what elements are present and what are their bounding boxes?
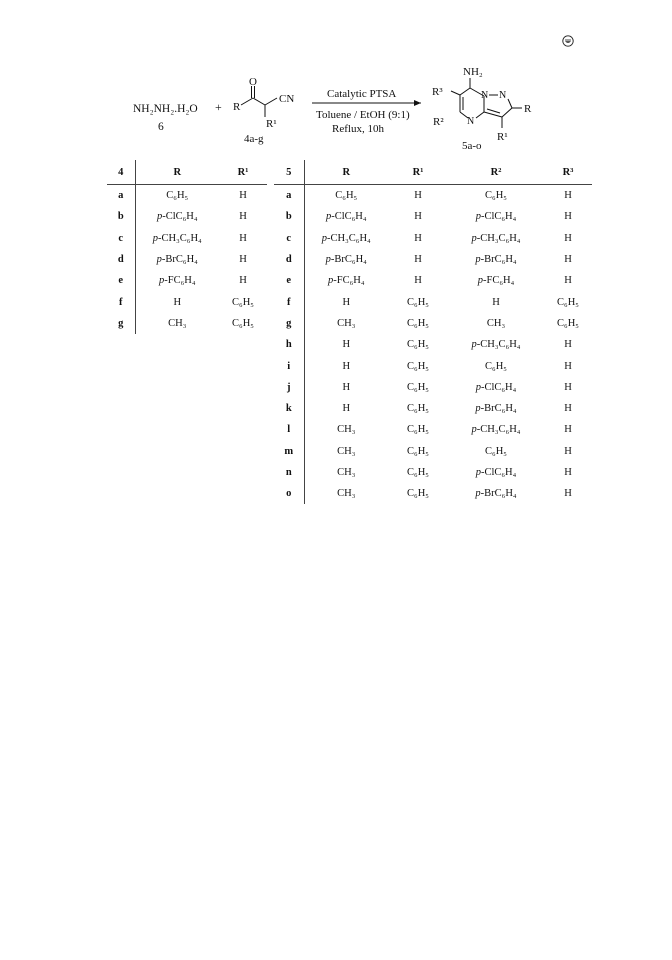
- table-cell: C₆H₅: [407, 467, 429, 478]
- table-row: [274, 419, 592, 440]
- reaction-arrowhead: [414, 100, 421, 106]
- table-row: [274, 441, 592, 462]
- table-cell: p-CH₃C₆H₄: [152, 232, 202, 244]
- table-row: [274, 334, 592, 355]
- table-cell: p-BrC₆H₄: [156, 254, 198, 266]
- reagent-hydrazine-number: 6: [158, 121, 164, 133]
- table-cell: p-ClC₆H₄: [325, 211, 367, 223]
- table-cell: C₆H₅: [407, 424, 429, 436]
- table-cell: p-BrC₆H₄: [325, 254, 367, 266]
- table-cell: CH₃: [337, 488, 356, 500]
- table-cell: C₆H₅: [407, 339, 429, 351]
- compound-id-cell: f: [274, 291, 304, 312]
- table-cell: H: [342, 403, 351, 415]
- compound-id-cell: j: [274, 377, 304, 398]
- ketonitrile-structure: [241, 86, 277, 117]
- table-cell: p-CH₃C₆H₄: [321, 232, 371, 244]
- table-cell: C₆H₅: [485, 360, 507, 372]
- table-row: [274, 462, 592, 483]
- table-row: [107, 313, 267, 334]
- ketone-oxygen: O: [249, 76, 257, 88]
- table-cell: p-ClC₆H₄: [156, 211, 198, 223]
- table-cell: CH₃: [337, 467, 356, 478]
- table-cell: H: [492, 296, 500, 308]
- table-cell: H: [564, 488, 572, 500]
- table-cell: H: [239, 211, 247, 223]
- product-label: 5a-o: [462, 140, 482, 152]
- table-cell: C₆H₅: [407, 381, 429, 393]
- table-row: [274, 206, 592, 227]
- table-cell: p-CH₃C₆H₄: [471, 424, 521, 436]
- header-compound-4: 4: [107, 160, 135, 185]
- table-cell: CH₃: [486, 317, 506, 329]
- header-r3: R³: [562, 166, 574, 178]
- table-cell: p-FC₆H₄: [328, 275, 365, 287]
- product-structure: [451, 78, 522, 128]
- table-cell: p-ClC₆H₄: [475, 211, 517, 223]
- compound-id-cell: e: [107, 270, 135, 291]
- table-cell: H: [173, 296, 182, 308]
- product-table-body: [274, 185, 592, 505]
- table-cell: H: [564, 254, 572, 266]
- header-r2: R²: [490, 166, 502, 178]
- table-cell: p-FC₆H₄: [159, 275, 196, 287]
- condition-solvent: Toluene / EtOH (9:1): [316, 109, 410, 121]
- compound-id-cell: d: [107, 249, 135, 270]
- table-cell: H: [564, 360, 572, 372]
- table-row: [274, 377, 592, 398]
- table-cell: C₆H₅: [407, 317, 429, 329]
- condition-temperature: Reflux, 10h: [332, 123, 384, 135]
- product-r-group: R: [524, 103, 532, 115]
- compound-id-cell: a: [274, 185, 304, 207]
- table-row: [107, 291, 267, 312]
- compound-id-cell: n: [274, 462, 304, 483]
- table-cell: H: [239, 190, 247, 202]
- table-cell: C₆H₅: [166, 190, 189, 202]
- table-cell: p-FC₆H₄: [477, 275, 515, 287]
- table-cell: H: [414, 275, 422, 287]
- table-cell: H: [239, 232, 247, 244]
- table-cell: H: [414, 254, 422, 266]
- compound-id-cell: e: [274, 270, 304, 291]
- compound-id-cell: k: [274, 398, 304, 419]
- table-row: [107, 185, 267, 207]
- table-cell: H: [414, 211, 422, 223]
- table-cell: H: [342, 296, 351, 308]
- table-row: [274, 398, 592, 419]
- table-cell: C₆H₅: [407, 488, 429, 500]
- table-cell: C₆H₅: [557, 317, 579, 329]
- ketone-r1-group: R¹: [266, 118, 277, 130]
- compound-id-cell: c: [107, 228, 135, 249]
- table-cell: H: [564, 190, 572, 202]
- table-cell: p-BrC₆H₄: [475, 403, 517, 415]
- table-cell: CH₃: [337, 445, 356, 457]
- table-row: [107, 228, 267, 249]
- product-table: [274, 160, 592, 504]
- product-r3-group: R³: [432, 86, 443, 98]
- table-cell: H: [564, 381, 572, 393]
- table-row: [274, 228, 592, 249]
- table-cell: H: [564, 232, 572, 244]
- table-cell: p-CH₃C₆H₄: [471, 339, 521, 351]
- table-cell: C₆H₅: [407, 360, 429, 372]
- table-row: [274, 270, 592, 291]
- table-cell: C₆H₅: [557, 296, 579, 308]
- reagent-hydrazine: NH₂NH₂.H₂O: [133, 103, 198, 115]
- header-r1: R¹: [237, 166, 249, 178]
- compound-id-cell: f: [107, 291, 135, 312]
- compound-id-cell: a: [107, 185, 135, 207]
- condition-catalyst: Catalytic PTSA: [327, 88, 397, 100]
- table-cell: H: [239, 275, 247, 287]
- product-n-pyrimidine: N: [467, 116, 475, 127]
- compound-id-cell: m: [274, 441, 304, 462]
- compound-id-cell: c: [274, 228, 304, 249]
- header-r: R: [342, 166, 351, 178]
- table-cell: p-ClC₆H₄: [475, 381, 517, 393]
- table-cell: H: [564, 445, 572, 457]
- table-cell: p-BrC₆H₄: [475, 488, 517, 500]
- table-cell: H: [564, 424, 572, 436]
- ketone-nitrile: CN: [279, 93, 295, 105]
- product-r2-group: R²: [433, 116, 444, 128]
- table-cell: C₆H₅: [485, 190, 507, 202]
- reaction-scheme: [0, 0, 672, 160]
- table-row: [274, 483, 592, 504]
- header-compound-5: 5: [274, 160, 304, 185]
- table-cell: C₆H₅: [485, 445, 507, 457]
- table-cell: CH₃: [337, 317, 356, 329]
- substrate-table-header: [107, 160, 267, 185]
- table-cell: C₆H₅: [335, 190, 358, 202]
- table-cell: CH₃: [337, 424, 356, 436]
- table-row: [274, 355, 592, 376]
- compound-id-cell: o: [274, 483, 304, 504]
- compound-id-cell: i: [274, 355, 304, 376]
- table-row: [274, 249, 592, 270]
- plus-sign: +: [215, 100, 222, 114]
- ketone-label: 4a-g: [244, 133, 264, 145]
- product-n-bridge: N: [481, 90, 489, 101]
- table-cell: H: [342, 360, 351, 372]
- product-amino-group: NH₂: [463, 66, 483, 78]
- table-cell: H: [564, 275, 572, 287]
- table-cell: C₆H₅: [407, 296, 429, 308]
- table-cell: H: [564, 211, 572, 223]
- product-n-pyrazole: N: [499, 90, 507, 101]
- compound-id-cell: d: [274, 249, 304, 270]
- substrate-table: [107, 160, 267, 334]
- table-cell: H: [564, 467, 572, 478]
- table-cell: C₆H₅: [232, 317, 254, 329]
- ketone-r-group: R: [233, 101, 241, 113]
- table-cell: p-ClC₆H₄: [475, 467, 517, 478]
- table-row: [274, 185, 592, 207]
- compound-id-cell: b: [274, 206, 304, 227]
- table-cell: C₆H₅: [407, 445, 429, 457]
- product-r1-group: R¹: [497, 131, 508, 143]
- compound-id-cell: g: [274, 313, 304, 334]
- table-cell: H: [414, 190, 422, 202]
- table-cell: H: [239, 254, 247, 266]
- table-row: [274, 291, 592, 312]
- table-row: [274, 313, 592, 334]
- compound-id-cell: h: [274, 334, 304, 355]
- substrate-table-body: [107, 185, 267, 335]
- table-cell: CH₃: [168, 317, 187, 329]
- table-cell: p-CH₃C₆H₄: [471, 232, 521, 244]
- table-cell: C₆H₅: [407, 403, 429, 415]
- table-row: [107, 249, 267, 270]
- compound-id-cell: l: [274, 419, 304, 440]
- table-cell: H: [564, 403, 572, 415]
- product-table-header: [274, 160, 592, 185]
- table-cell: p-BrC₆H₄: [475, 254, 517, 266]
- table-cell: H: [342, 339, 351, 351]
- header-r1: R¹: [412, 166, 424, 178]
- table-cell: C₆H₅: [232, 296, 254, 308]
- table-cell: H: [342, 381, 351, 393]
- header-r: R: [173, 166, 182, 178]
- table-row: [107, 206, 267, 227]
- compound-id-cell: b: [107, 206, 135, 227]
- table-cell: H: [564, 339, 572, 351]
- compound-id-cell: g: [107, 313, 135, 334]
- table-row: [107, 270, 267, 291]
- table-cell: H: [414, 232, 422, 244]
